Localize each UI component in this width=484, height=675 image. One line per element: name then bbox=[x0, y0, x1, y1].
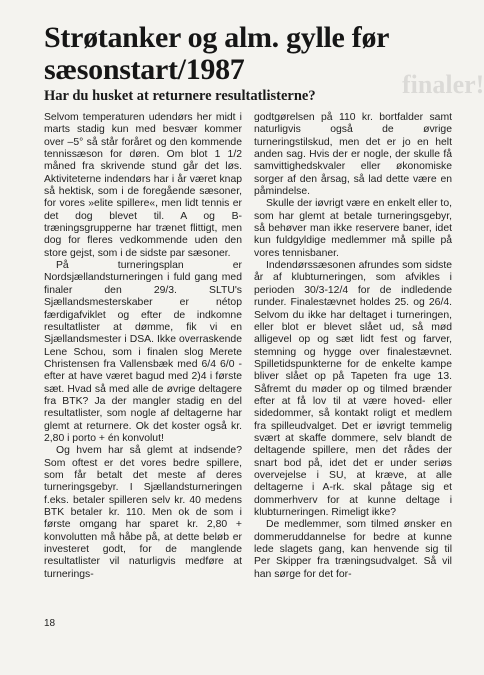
headline-line-2: sæsonstart/1987 bbox=[44, 53, 245, 86]
article-subheadline: Har du husket at returnere resultatlisterne? bbox=[44, 88, 316, 104]
right-column bbox=[254, 112, 452, 581]
page-number: 18 bbox=[44, 618, 56, 629]
paragraph: godtgørelsen på 110 kr. bortfalder samt naturligvis også de øvrige turneringstilskud, men det er jo en helt anden sag. Hvis der er nogle, der skulle få samvittighedskvaler eller økonomiske sorger af den årsag, så lad dette være en påmindelse. bbox=[254, 112, 452, 198]
headline-line-1: Strøtanker og alm. gylle før bbox=[44, 21, 390, 54]
paragraph: Indendørssæsonen afrundes som sidste år af klubturneringen, som afvikles i perioden 30/3-12/4 for de indledende runder. Finalestævnet holdes 25. og 26/4. Selvom du ikke har deltaget i turneringen, eller blot er blevet slået ud, så mød alligevel op og sæt lidt fest og farver, stemning og hygge over finalestævnet. Spilletidspunkterne for de enkelte kampe bliver slået op på Tapeten fra uge 13. Såfremt du møder op og tilmed brænder efter at få lov til at være hoved- eller sidedommer, så kontakt roligt et medlem fra spilleudvalget. Det er iøvrigt temmelig svært at skaffe dommere, selv blandt de deltagende spillere, men det rådes der snart bod på, idet det er under seriøs overvejelse i SU, at kræve, at alle deltagerne i A-rk. skal påtage sig et dommerhverv for at kunne deltage i klubturneringen. Rimeligt ikke? bbox=[254, 260, 452, 518]
paragraph: De medlemmer, som tilmed ønsker en dommeruddannelse for bedre at kunne lede slagets gang, kan henvende sig til Per Skipper fra træningsudvalget. Så vil han sørge for det for- bbox=[254, 519, 452, 580]
paragraph: Skulle der iøvrigt være en enkelt eller to, som har glemt at betale turneringsgebyr, så behøver man ikke reservere baner, idet kun fuldgyldige medlemmer må spille på vores tennisbaner. bbox=[254, 198, 452, 259]
paragraph: Og hvem har så glemt at indsende? Som oftest er det vores bedre spillere, som får betalt det meste af deres turneringsgebyr. I Sjællandsturneringen f.eks. betaler spilleren selv kr. 40 medens BTK betaler kr. 110. Men ok de som i første omgang har sparet kr. 2,80 + konvolutten må håbe på, at dette beløb er investeret godt, for de manglende resultatlister vil naturligvis medføre at turnerings- bbox=[44, 445, 242, 580]
article-headline bbox=[44, 22, 464, 86]
left-column bbox=[44, 112, 242, 581]
paragraph: På turneringsplan er Nordsjællandsturneringen i fuld gang med finaler den 29/3. SLTU's Sjællandsmesterskaber er nétop færdigafviklet og efter de indkomne resultatlister at dømme, fik vi en Sjællandsmester i DSA. Ikke overraskende Lene Schou, som i finalen slog Merete Christensen fra Vallensbæk med 6/4 6/0 - efter at have været bagud med 2)4 i første sæt. Hvad så med alle de øvrige deltagere fra BTK? Ja der mangler stadig en del resultatlister, som nogle af deltagerne har glemt at returnere. Ok det koster også kr. 2,80 i porto + én konvolut! bbox=[44, 260, 242, 444]
bleed-through-text: finaler! bbox=[402, 70, 484, 99]
paragraph: Selvom temperaturen udendørs her midt i marts stadig kun med besvær kommer over –5° så står foråret og den kommende tennissæson for døren. Om blot 1 1/2 måned fra skrivende stund går det løs. Aktiviteterne indendørs har i år været knap så hektisk, som i de foregående sæsoner, for vores »elite spillere«, men lidt tennis er det dog blevet til. A og B-træningsgrupperne har trænet flittigt, men dog for fleres vedkommende uden den store gejst, som i de sidste par sæsoner. bbox=[44, 112, 242, 259]
